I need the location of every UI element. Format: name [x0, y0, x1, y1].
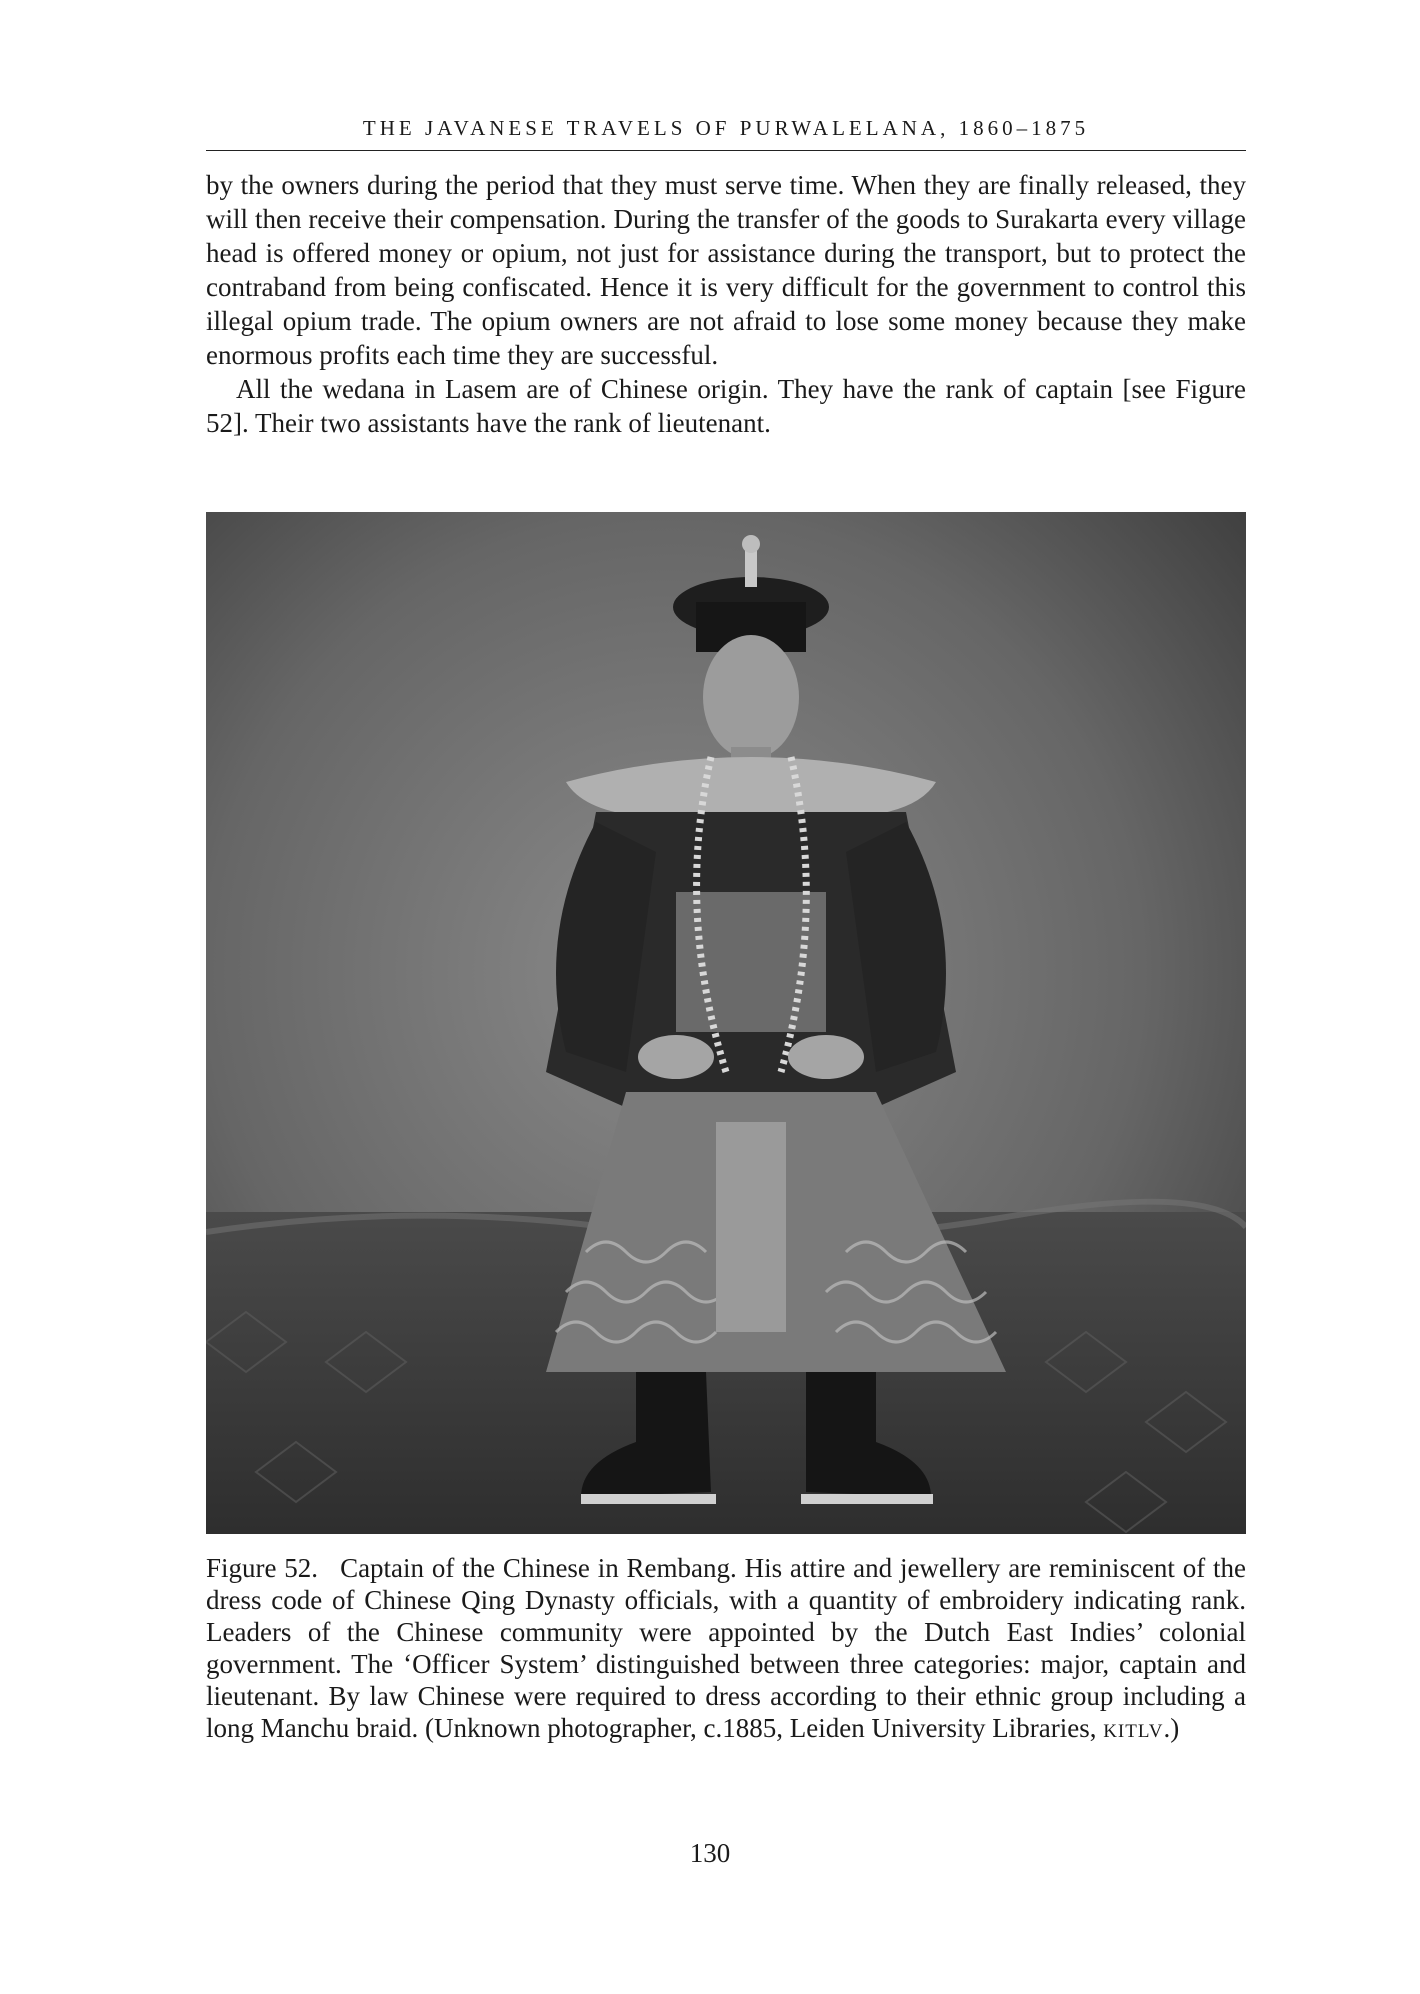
caption-abbreviation: KITLV	[1103, 1721, 1164, 1742]
paragraph-1: by the owners during the period that they must serve time. When they are finally released, they will then receive their compensation. During the transfer of the goods to Surakarta every village head is offered money or opium, not just for assistance during the transport, but to protect the contraband from being confiscated. Hence it is very difficult for the government to control this illegal opium trade. The opium owners are not afraid to lose some money because they make enormous profits each time they are successful.	[206, 170, 1246, 370]
caption-end: .)	[1163, 1713, 1180, 1743]
header-rule	[206, 150, 1246, 151]
running-head: THE JAVANESE TRAVELS OF PURWALELANA, 1860–1875	[362, 116, 1090, 140]
figure-label: Figure 52.	[206, 1553, 319, 1583]
figure-52-photograph	[206, 512, 1246, 1534]
page-number: 130	[689, 1838, 731, 1868]
figure-caption	[206, 1552, 1246, 1748]
body-text	[206, 168, 1246, 440]
paragraph-2: All the wedana in Lasem are of Chinese origin. They have the rank of captain [see Figure 52]. Their two assistants have the rank of lieutenant.	[206, 374, 1246, 438]
caption-text: Captain of the Chinese in Rembang. His attire and jewellery are reminiscent of the dress code of Chinese Qing Dynasty officials, with a quantity of embroidery indicating rank. Leaders of the Chinese community were appointed by the Dutch East Indies’ colonial government. The ‘Officer System’ distinguished between three categories: major, captain and lieutenant. By law Chinese were required to dress according to their ethnic group including a long Manchu braid. (Unknown photographer, c.1885, Leiden University Libraries,	[206, 1553, 1247, 1743]
